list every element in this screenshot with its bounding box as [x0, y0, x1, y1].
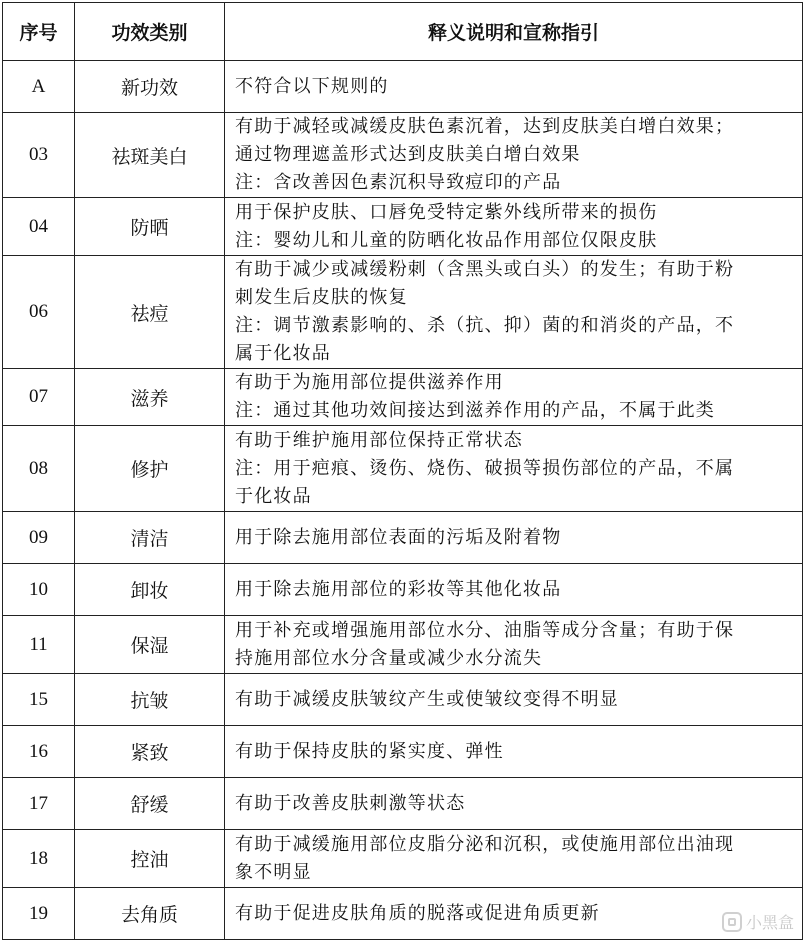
description-line: 注：用于疤痕、烫伤、烧伤、破损等损伤部位的产品，不属 [235, 457, 735, 479]
description-line: 注：含改善因色素沉积导致痘印的产品 [235, 172, 562, 193]
row-category: 祛斑美白 [75, 113, 225, 198]
row-category: 保湿 [75, 616, 225, 674]
table-row [3, 369, 803, 426]
row-number: A [3, 61, 75, 113]
row-number: 03 [3, 113, 75, 198]
description-line: 不符合以下规则的 [235, 75, 389, 97]
description-line: 象不明显 [235, 861, 312, 883]
row-number: 19 [3, 888, 75, 940]
row-description [225, 616, 803, 674]
row-description [225, 369, 803, 426]
description-line: 用于除去施用部位的彩妆等其他化妆品 [235, 578, 562, 600]
description-line: 持施用部位水分含量或减少水分流失 [235, 647, 543, 669]
description-line: 注：婴幼儿和儿童的防晒化妆品作用部位仅限皮肤 [235, 229, 658, 251]
row-number: 06 [3, 256, 75, 369]
row-description [225, 61, 803, 113]
row-category: 滋养 [75, 369, 225, 426]
table-row [3, 778, 803, 830]
description-line: 通过物理遮盖形式达到皮肤美白增白效果 [235, 144, 581, 165]
table-row [3, 61, 803, 113]
table-row [3, 198, 803, 256]
row-category: 清洁 [75, 512, 225, 564]
table-row [3, 256, 803, 369]
description-line: 注：通过其他功效间接达到滋养作用的产品，不属于此类 [235, 400, 715, 421]
row-description [225, 726, 803, 778]
description-line: 有助于改善皮肤刺激等状态 [235, 792, 466, 814]
row-category: 舒缓 [75, 778, 225, 830]
efficacy-table [2, 2, 803, 940]
row-number: 04 [3, 198, 75, 256]
row-description [225, 256, 803, 369]
table-row [3, 726, 803, 778]
description-line: 用于补充或增强施用部位水分、油脂等成分含量；有助于保 [235, 619, 735, 641]
description-line: 用于除去施用部位表面的污垢及附着物 [235, 526, 562, 548]
row-number: 11 [3, 616, 75, 674]
description-line: 有助于减轻或减缓皮肤色素沉着，达到皮肤美白增白效果； [235, 116, 735, 137]
row-category: 抗皱 [75, 674, 225, 726]
row-number: 08 [3, 426, 75, 512]
description-line: 有助于减缓皮肤皱纹产生或使皱纹变得不明显 [235, 688, 619, 710]
row-category: 卸妆 [75, 564, 225, 616]
header-no: 序号 [3, 3, 75, 61]
heybox-logo-icon [722, 912, 742, 932]
row-description [225, 830, 803, 888]
row-description [225, 564, 803, 616]
row-description [225, 778, 803, 830]
table-row [3, 564, 803, 616]
row-number: 07 [3, 369, 75, 426]
row-description [225, 113, 803, 198]
description-line: 有助于减少或减缓粉刺（含黑头或白头）的发生；有助于粉 [235, 259, 735, 280]
header-category: 功效类别 [75, 3, 225, 61]
description-line: 有助于维护施用部位保持正常状态 [235, 429, 523, 451]
row-description [225, 512, 803, 564]
description-line: 注：调节激素影响的、杀（抗、抑）菌的和消炎的产品，不 [235, 315, 735, 336]
table-row [3, 426, 803, 512]
row-number: 16 [3, 726, 75, 778]
description-line: 有助于保持皮肤的紧实度、弹性 [235, 740, 504, 762]
row-description [225, 426, 803, 512]
description-line: 有助于减缓施用部位皮脂分泌和沉积，或使施用部位出油现 [235, 833, 735, 855]
row-number: 15 [3, 674, 75, 726]
table-row [3, 830, 803, 888]
row-category: 防晒 [75, 198, 225, 256]
description-line: 于化妆品 [235, 485, 312, 507]
row-number: 09 [3, 512, 75, 564]
watermark [722, 910, 794, 933]
row-category: 祛痘 [75, 256, 225, 369]
table-row [3, 512, 803, 564]
row-category: 控油 [75, 830, 225, 888]
table-row [3, 113, 803, 198]
row-category: 紧致 [75, 726, 225, 778]
row-category: 修护 [75, 426, 225, 512]
header-desc: 释义说明和宣称指引 [225, 3, 803, 61]
table-row [3, 674, 803, 726]
row-number: 17 [3, 778, 75, 830]
row-description [225, 888, 803, 940]
row-description [225, 198, 803, 256]
row-category: 去角质 [75, 888, 225, 940]
table-row [3, 888, 803, 940]
description-line: 属于化妆品 [235, 343, 331, 364]
description-line: 用于保护皮肤、口唇免受特定紫外线所带来的损伤 [235, 201, 658, 223]
watermark-text: 小黑盒 [745, 913, 794, 932]
row-category: 新功效 [75, 61, 225, 113]
header-row [3, 3, 803, 61]
row-number: 10 [3, 564, 75, 616]
description-line: 有助于为施用部位提供滋养作用 [235, 372, 504, 393]
row-number: 18 [3, 830, 75, 888]
description-line: 有助于促进皮肤角质的脱落或促进角质更新 [235, 902, 600, 924]
table-row [3, 616, 803, 674]
row-description [225, 674, 803, 726]
description-line: 刺发生后皮肤的恢复 [235, 287, 408, 308]
